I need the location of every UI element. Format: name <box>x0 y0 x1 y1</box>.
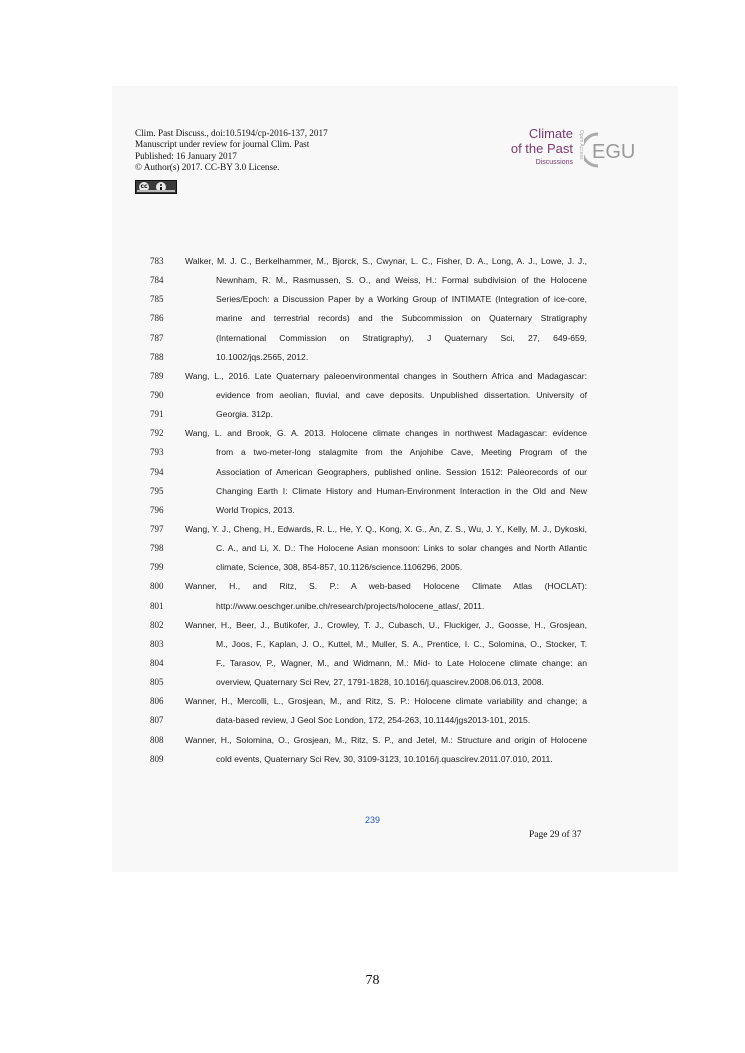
reference-text: Changing Earth I: Climate History and Human-Environment Interaction in the Old and New <box>216 485 587 496</box>
line-number: 789 <box>150 370 164 381</box>
line-number: 797 <box>150 523 164 534</box>
page-of-label: Page 29 of 37 <box>529 830 582 840</box>
reference-line <box>150 367 587 386</box>
outer-page-number: 78 <box>365 973 380 988</box>
journal-logo <box>500 126 640 174</box>
reference-text: cold events, Quaternary Sci Rev, 30, 3109-3123, 10.1016/j.quascirev.2011.07.010, 2011. <box>216 753 553 764</box>
reference-line <box>150 405 587 424</box>
reference-line <box>150 558 587 577</box>
line-number: 793 <box>150 447 164 458</box>
reference-line <box>150 654 587 673</box>
line-number: 799 <box>150 562 164 573</box>
header-line: Clim. Past Discuss., doi:10.5194/cp-2016-137, 2017 <box>135 128 328 138</box>
header-line: © Author(s) 2017. CC-BY 3.0 License. <box>135 161 280 172</box>
reference-text: Wanner, H., Mercolli, L., Grosjean, M., and Ritz, S. P.: Holocene climate variability and change; a <box>185 696 587 707</box>
reference-text: marine and terrestrial records) and the Subcommission on Quaternary Stratigraphy <box>216 313 587 324</box>
open-access-label: Open Access <box>578 130 584 160</box>
reference-line <box>150 731 587 750</box>
reference-text: Series/Epoch: a Discussion Paper by a Working Group of INTIMATE (Integration of ice-core, <box>216 294 587 305</box>
logo-climate: Climate <box>528 126 573 141</box>
line-number: 806 <box>150 696 164 707</box>
line-number: 809 <box>150 753 164 764</box>
line-number: 808 <box>150 734 164 745</box>
line-number: 783 <box>150 256 164 266</box>
reference-line <box>150 711 587 730</box>
reference-line <box>150 348 587 367</box>
reference-line <box>150 635 587 654</box>
reference-text: M., Joos, F., Kaplan, J. O., Kuttel, M., Muller, S. A., Prentice, I. C., Solomina, O., Stocker, T. <box>216 638 587 649</box>
line-number: 802 <box>150 619 164 630</box>
reference-line <box>150 482 587 501</box>
reference-line <box>150 424 587 443</box>
egu-logo-icon <box>584 130 640 170</box>
line-number: 798 <box>150 543 164 554</box>
reference-line <box>150 501 587 520</box>
reference-line <box>150 271 587 290</box>
line-number: 795 <box>150 485 164 496</box>
reference-text: Walker, M. J. C., Berkelhammer, M., Bjorck, S., Cwynar, L. C., Fisher, D. A., Long, A. J., Lowe, J. J., <box>185 256 587 266</box>
line-number: 791 <box>150 409 164 420</box>
reference-text: Wang, L., 2016. Late Quaternary paleoenvironmental changes in Southern Africa and Madagascar: <box>185 370 587 381</box>
reference-line <box>150 309 587 328</box>
reference-text: Wanner, H., and Ritz, S. P.: A web-based Holocene Climate Atlas (HOCLAT): <box>185 581 587 592</box>
line-number: 794 <box>150 466 164 477</box>
logo-discussions: Discussions <box>535 159 573 166</box>
journal-header <box>135 128 328 173</box>
line-number: 785 <box>150 294 164 305</box>
line-number: 801 <box>150 600 164 611</box>
reference-line <box>150 597 587 616</box>
reference-text: evidence from aeolian, fluvial, and cave deposits. Unpublished dissertation. University of <box>216 389 587 400</box>
reference-text: Georgia. 312p. <box>216 409 273 420</box>
reference-text: Association of American Geographers, published online. Session 1512: Paleorecords of our <box>216 466 587 477</box>
line-number: 804 <box>150 657 164 668</box>
logo-of-the-past: of the Past <box>510 141 573 156</box>
cc-by-license-icon: cc <box>135 180 177 194</box>
reference-line <box>150 463 587 482</box>
reference-line <box>150 750 587 769</box>
line-number: 807 <box>150 715 164 726</box>
line-number: 800 <box>150 581 164 592</box>
line-number: 786 <box>150 313 164 324</box>
line-number: 784 <box>150 275 164 286</box>
header-line: Manuscript under review for journal Clim. Past <box>135 139 310 150</box>
reference-line <box>150 520 587 539</box>
reference-list <box>150 252 587 769</box>
reference-text: F., Tarasov, P., Wagner, M., and Widmann, M.: Mid- to Late Holocene climate change: an <box>216 657 587 668</box>
inner-page-number: 239 <box>364 815 381 825</box>
reference-line <box>150 290 587 309</box>
reference-text: (International Commission on Stratigraphy), J Quaternary Sci, 27, 649-659, <box>216 332 587 343</box>
line-number: 796 <box>150 504 164 515</box>
reference-line <box>150 673 587 692</box>
reference-text: Newnham, R. M., Rasmussen, S. O., and Weiss, H.: Formal subdivision of the Holocene <box>216 275 587 286</box>
reference-text: Wanner, H., Solomina, O., Grosjean, M., Ritz, S. P., and Jetel, M.: Structure and origin of Holocene <box>185 734 587 745</box>
egu-text: EGU <box>592 141 636 163</box>
reference-text: from a two-meter-long stalagmite from the Anjohibe Cave, Meeting Program of the <box>216 447 587 458</box>
reference-text: overview, Quaternary Sci Rev, 27, 1791-1828, 10.1016/j.quascirev.2008.06.013, 2008. <box>216 677 544 688</box>
reference-text: Wanner, H., Beer, J., Butikofer, J., Crowley, T. J., Cubasch, U., Fluckiger, J., Goosse, H., Grosjean, <box>185 619 587 630</box>
reference-line <box>150 386 587 405</box>
reference-line <box>150 692 587 711</box>
reference-line <box>150 443 587 462</box>
reference-line <box>150 252 587 271</box>
reference-text: C. A., and Li, X. D.: The Holocene Asian monsoon: Links to solar changes and North Atlantic <box>216 543 587 554</box>
line-number: 788 <box>150 351 164 362</box>
reference-text: Wang, Y. J., Cheng, H., Edwards, R. L., He, Y. Q., Kong, X. G., An, Z. S., Wu, J. Y., Kelly, M. J., Dykoski, <box>185 523 587 534</box>
reference-text: Wang, L. and Brook, G. A. 2013. Holocene climate changes in northwest Madagascar: evidence <box>185 428 587 439</box>
line-number: 787 <box>150 332 164 343</box>
line-number: 792 <box>150 428 164 439</box>
reference-line <box>150 329 587 348</box>
line-number: 803 <box>150 638 164 649</box>
line-number: 805 <box>150 677 164 688</box>
reference-line <box>150 616 587 635</box>
reference-text: data-based review, J Geol Soc London, 172, 254-263, 10.1144/jgs2013-101, 2015. <box>216 715 531 726</box>
reference-text: climate, Science, 308, 854-857, 10.1126/science.1106296, 2005. <box>216 562 463 573</box>
reference-line <box>150 577 587 596</box>
reference-text: World Tropics, 2013. <box>216 504 295 515</box>
reference-text: 10.1002/jqs.2565, 2012. <box>216 351 309 362</box>
line-number: 790 <box>150 389 164 400</box>
reference-text: http://www.oeschger.unibe.ch/research/projects/holocene_atlas/, 2011. <box>216 600 485 611</box>
reference-line <box>150 539 587 558</box>
header-line: Published: 16 January 2017 <box>135 150 237 161</box>
